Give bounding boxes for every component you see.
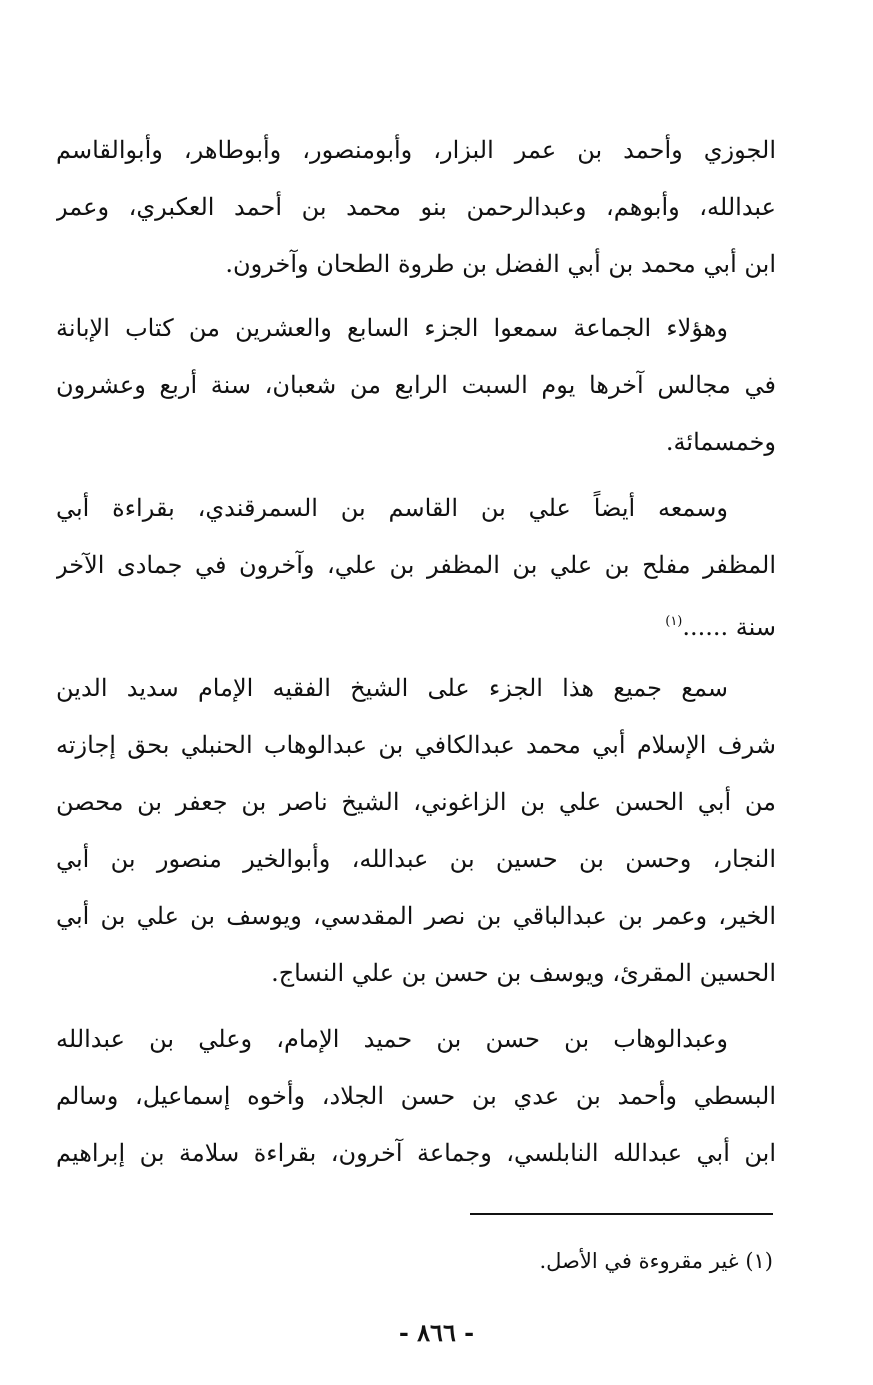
text-line: وعبدالوهاب بن حسن بن حميد الإمام، وعلي بن عبدالله [56,1025,728,1053]
page-number: - ٨٦٦ - [398,1318,475,1347]
text-line: شرف الإسلام أبي محمد عبدالكافي بن عبدالوهاب الحنبلي بحق إجازته [56,731,776,759]
text-line: البسطي وأحمد بن عدي بن حسن الجلاد، وأخوه إسماعيل، وسالم [56,1082,776,1110]
footnote-divider [470,1213,773,1215]
text-line: من أبي الحسن علي بن الزاغوني، الشيخ ناصر بن جعفر بن محصن [56,788,776,816]
footnote: (١) غير مقروءة في الأصل. [539,1249,773,1273]
text-line: الخير، وعمر بن عبدالباقي بن نصر المقدسي، ويوسف بن علي بن أبي [56,902,776,930]
text-line: سمع جميع هذا الجزء على الشيخ الفقيه الإمام سديد الدين [56,674,728,702]
text-line: الحسين المقرئ، ويوسف بن حسن بن علي النساج. [271,959,776,987]
text-line: ابن أبي عبدالله النابلسي، وجماعة آخرون، بقراءة سلامة بن إبراهيم [56,1139,776,1167]
text-line: ابن أبي محمد بن أبي الفضل بن طروة الطحان وآخرون. [225,250,776,278]
text-line: النجار، وحسن بن حسين بن عبدالله، وأبوالخير منصور بن أبي [56,845,776,873]
text-line: في مجالس آخرها يوم السبت الرابع من شعبان، سنة أربع وعشرون [56,371,776,399]
footnote-reference: (١) [665,614,683,629]
text-line: وخمسمائة. [665,428,776,456]
text-line: المظفر مفلح بن علي بن المظفر بن علي، وآخرون في جمادى الآخر [56,551,776,579]
text-line [56,594,776,650]
text-line: عبدالله، وأبوهم، وعبدالرحمن بنو محمد بن أحمد العكبري، وعمر [56,193,776,221]
text-line: وهؤلاء الجماعة سمعوا الجزء السابع والعشرين من كتاب الإبانة [56,314,728,342]
text-line: وسمعه أيضاً علي بن القاسم بن السمرقندي، بقراءة أبي [56,494,728,522]
text-line-content: سنة ...... [682,613,776,641]
text-line: الجوزي وأحمد بن عمر البزار، وأبومنصور، وأبوطاهر، وأبوالقاسم [56,136,776,164]
